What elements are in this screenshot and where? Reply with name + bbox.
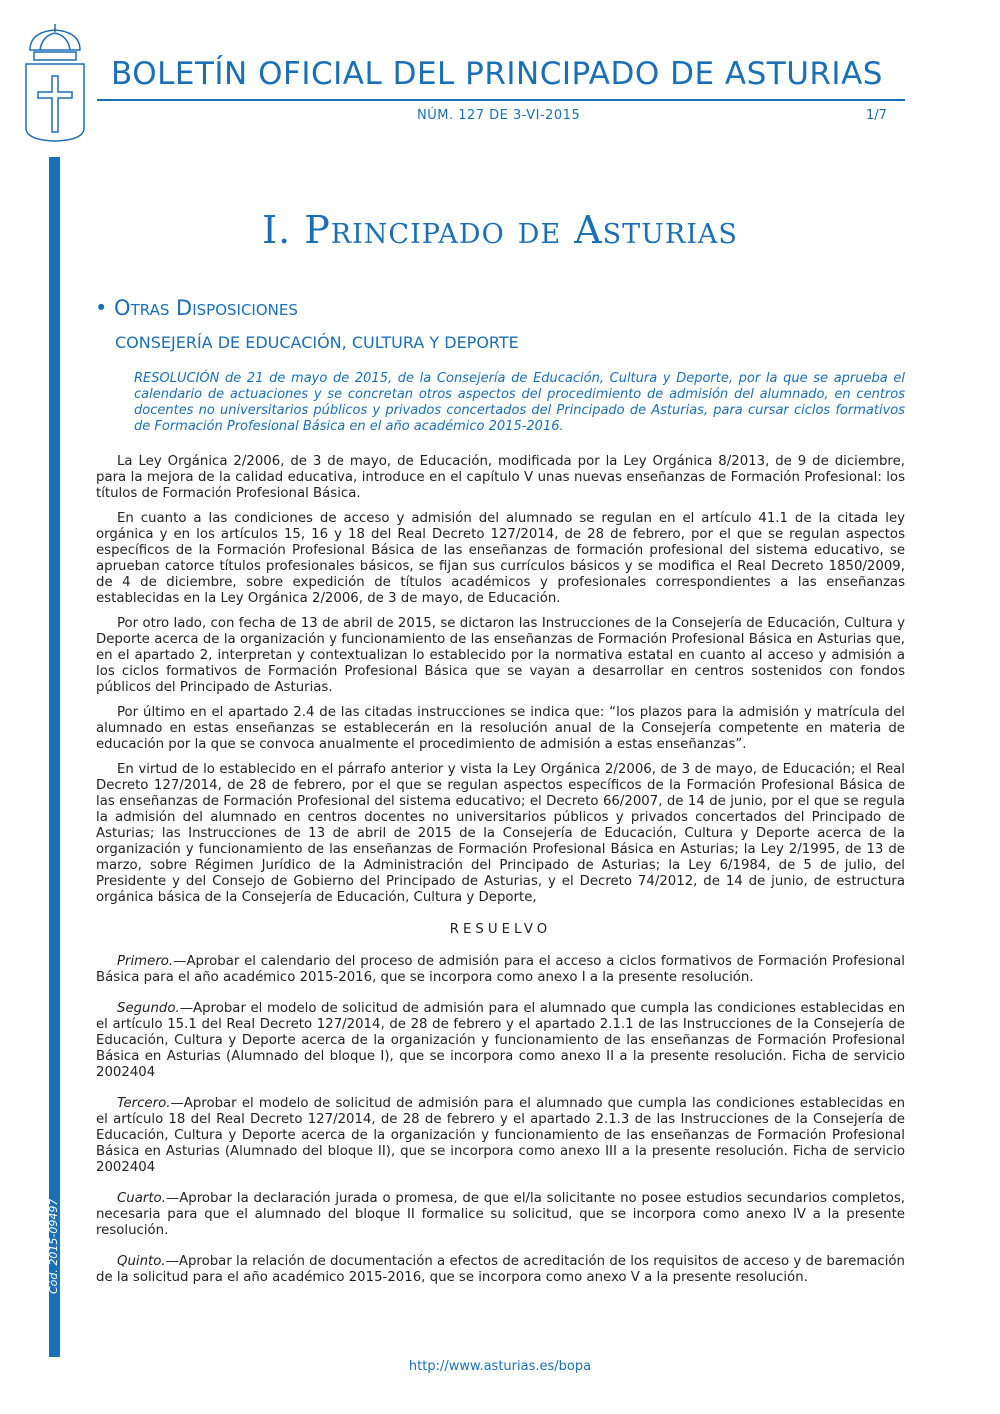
page-number: 1/7 [866, 108, 887, 123]
footer-link[interactable]: http://www.asturias.es/bopa [408, 1359, 592, 1374]
paragraph: La Ley Orgánica 2/2006, de 3 de mayo, de Educación, modificada por la Ley Orgánica 8/2013, de 9 de diciembre, para la mejora de la calidad educativa, introduce en el capítulo V unas nuevas enseñanzas de Formación Profesional: los títulos de Formación Profesional Básica. [96, 454, 905, 501]
resolution-item [96, 1096, 905, 1176]
issue-number: NÚM. 127 DE 3-VI-2015 [417, 108, 581, 123]
subsection-title: • Otras Disposiciones [95, 296, 298, 320]
resuelvo-heading: RESUELVO [449, 922, 552, 937]
asturias-coat-of-arms-logo [22, 24, 88, 142]
paragraph: En cuanto a las condiciones de acceso y admisión del alumnado se regulan en el artículo 41.1 de la citada ley orgánica y en los artículos 15, 16 y 18 del Real Decreto 127/2014, de 28 de febrero, por el que se regulan aspectos específicos de la Formación Profesional Básica de las enseñanzas de formación profesional del sistema educativo, se aprueban catorce títulos profesionales básicos, se fijan sus currículos básicos y se modifica el Real Decreto 1850/2009, de 4 de diciembre, sobre expedición de títulos académicos y profesionales correspondientes a las enseñanzas establecidas en la Ley Orgánica 2/2006, de 3 de mayo, de Educación. [96, 511, 905, 606]
resolution-text: —Aprobar el modelo de solicitud de admisión para el alumnado que cumpla las condiciones establecidas en el artículo 18 del Real Decreto 127/2014, de 28 de febrero y el apartado 2.1.3 de las Instrucciones de la Consejería de Educación, Cultura y Deporte acerca de la organización y funcionamiento de las enseñanzas de Formación Profesional Básica en Asturias (Alumnado del bloque II), que se incorpora como anexo III a la presente resolución. Ficha de servicio 2002404 [96, 1096, 905, 1175]
resolution-lead: Segundo. [117, 1001, 180, 1016]
header-divider [97, 99, 905, 101]
department-title: CONSEJERÍA DE EDUCACIÓN, CULTURA Y DEPORTE [115, 333, 519, 352]
resolution-item [96, 1191, 905, 1239]
resolution-lead: Primero. [117, 954, 174, 969]
side-bar [49, 157, 60, 1357]
resolution-text: —Aprobar el calendario del proceso de admisión para el acceso a ciclos formativos de Formación Profesional Básica para el año académico 2015-2016, que se incorpora como anexo I a la presente resolución. [96, 954, 905, 985]
paragraph: Por último en el apartado 2.4 de las citadas instrucciones se indica que: “los plazos para la admisión y matrícula del alumnado en estas enseñanzas se establecerán en la resolución anual de la Consejería competente en materia de educación por la que se convoca anualmente el procedimiento de admisión a estas enseñanzas”. [96, 705, 905, 752]
bulletin-title: BOLETÍN OFICIAL DEL PRINCIPADO DE ASTURIAS [111, 56, 883, 92]
resolution-item [96, 1001, 905, 1081]
document-code: Cód. 2015-09497 [47, 1198, 60, 1294]
resolution-text: —Aprobar el modelo de solicitud de admisión para el alumnado que cumpla las condiciones establecidas en el artículo 15.1 del Real Decreto 127/2014, de 28 de febrero y el apartado 2.1.1 de las Instrucciones de la Consejería de Educación, Cultura y Deporte acerca de la organización y funcionamiento de las enseñanzas de Formación Profesional Básica en Asturias (Alumnado del bloque I), que se incorpora como anexo II a la presente resolución. Ficha de servicio 2002404 [96, 1001, 905, 1080]
paragraph: Por otro lado, con fecha de 13 de abril de 2015, se dictaron las Instrucciones de la Consejería de Educación, Cultura y Deporte acerca de la organización y funcionamiento de las enseñanzas de Formación Profesional Básica en Asturias que, en el apartado 2, interpretan y contextualizan lo establecido por la normativa estatal en cuanto al acceso y admisión a los ciclos formativos de Formación Profesional Básica que se vayan a desarrollar en centros sostenidos con fondos públicos del Principado de Asturias. [96, 616, 905, 695]
resolution-lead: Cuarto. [117, 1191, 166, 1206]
resolution-item [96, 1254, 905, 1286]
paragraph: En virtud de lo establecido en el párrafo anterior y vista la Ley Orgánica 2/2006, de 3 de mayo, de Educación; el Real Decreto 127/2014, de 28 de febrero, por el que se regulan aspectos específicos de la Formación Profesional Básica de las enseñanzas de Formación Profesional del sistema educativo; el Decreto 66/2007, de 14 de junio, por el que se regula la admisión del alumnado en centros docentes no universitarios públicos y privados concertados del Principado de Asturias; las Instrucciones de 13 de abril de 2015 de la Consejería de Educación, Cultura y Deporte acerca de la organización y funcionamiento de las enseñanzas de Formación Profesional Básica en Asturias; la Ley 2/1995, de 13 de marzo, sobre Régimen Jurídico de la Administración del Principado de Asturias; la Ley 6/1984, de 5 de julio, del Presidente y del Consejo de Gobierno del Principado de Asturias, y el Decreto 74/2012, de 14 de junio, de estructura orgánica básica de la Consejería de Educación, Cultura y Deporte, [96, 762, 905, 905]
resolution-lead: Tercero. [117, 1096, 171, 1111]
resolution-lead: Quinto. [117, 1254, 166, 1269]
document-body [96, 454, 905, 1301]
resolution-summary: RESOLUCIÓN de 21 de mayo de 2015, de la Consejería de Educación, Cultura y Deporte, por la que se aprueba el calendario de actuaciones y se concretan otros aspectos del procedimiento de admisión del alumnado, en centros docentes no universitarios públicos y privados concertados del Principado de Asturias, para cursar ciclos formativos de Formación Profesional Básica en el año académico 2015-2016. [134, 371, 905, 434]
resolution-text: —Aprobar la declaración jurada o promesa, de que el/la solicitante no posee estudios secundarios completos, necesaria para que el alumnado del bloque II formalice su solicitud, que se incorpora como anexo IV a la presente resolución. [96, 1191, 905, 1238]
resolution-item [96, 954, 905, 986]
resolution-text: —Aprobar la relación de documentación a efectos de acreditación de los requisitos de acceso y de baremación de la solicitud para el año académico 2015-2016, que se incorpora como anexo V a la presente resolución. [96, 1254, 905, 1285]
section-title: I. Principado de Asturias [262, 208, 738, 252]
